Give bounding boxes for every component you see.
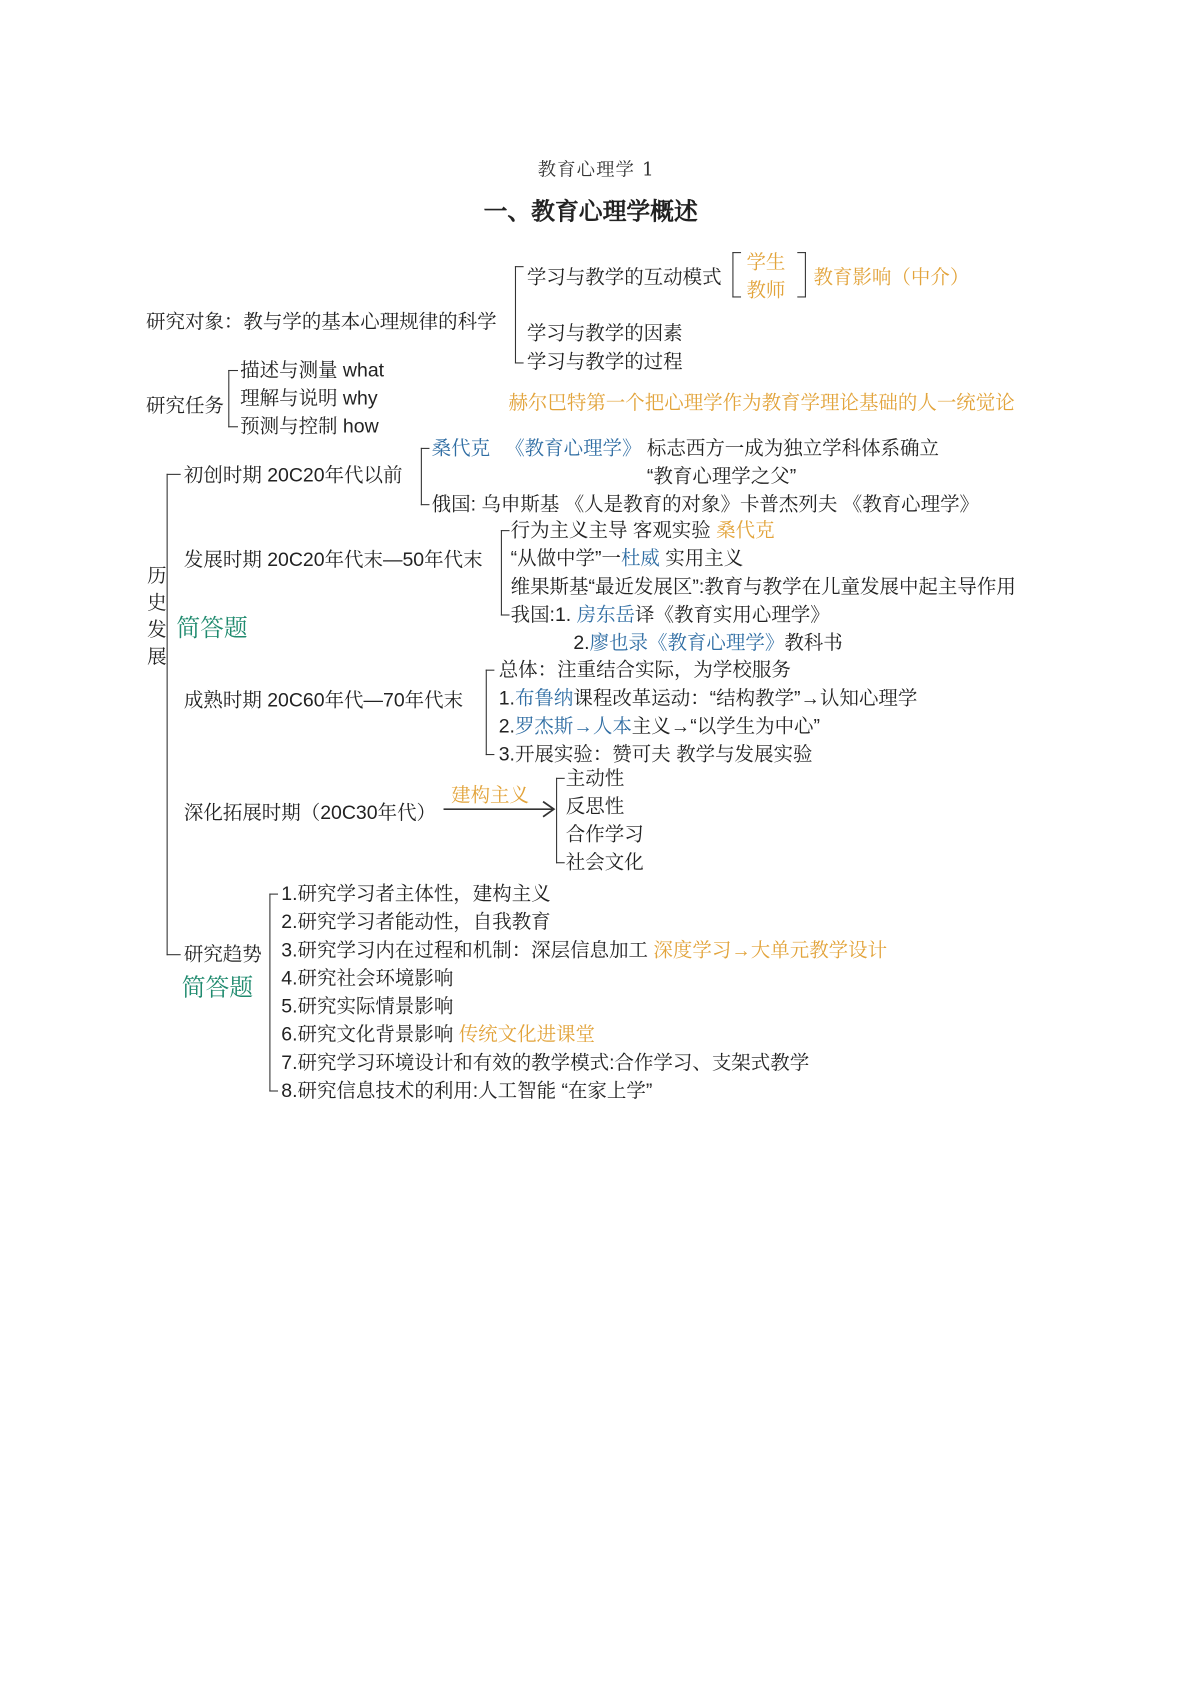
research-object-item: 学习与教学的互动模式 <box>526 266 722 288</box>
trend-text: 4.研究社会环境影响 <box>281 967 454 989</box>
development-line <box>511 518 775 542</box>
mature-line-text: 课程改革运动：“结构教学”→认知心理学 <box>573 686 918 709</box>
trend-item <box>281 1050 809 1074</box>
mature-line <box>499 714 820 738</box>
trend-item <box>281 1079 652 1103</box>
period-development-bracket <box>501 530 510 615</box>
development-person: 房东岳 <box>576 603 636 626</box>
development-line <box>511 546 744 570</box>
development-line <box>573 631 842 655</box>
mature-person: 罗杰斯→人本 <box>514 715 632 737</box>
mature-line-text: 主义→“以学生为中心” <box>631 715 821 737</box>
constructivism-label: 建构主义 <box>451 784 530 806</box>
mature-line: 3.开展实验：赞可夫 教学与发展实验 <box>498 743 813 765</box>
development-line-text: 译《教育实用心理学》 <box>635 603 830 626</box>
trend-item <box>281 994 453 1018</box>
history-label: 历史发展 <box>144 564 167 673</box>
history-bracket <box>167 474 181 955</box>
deepening-item: 主动性 <box>565 766 625 789</box>
arrow-right-icon <box>441 796 558 822</box>
period-trends-label: 研究趋势 <box>183 943 262 965</box>
research-object-item: 学习与教学的过程 <box>526 350 683 373</box>
thorndike-significance: 标志西方一成为独立学科体系确立 <box>646 437 940 459</box>
development-person: 廖也录《教育心理学》 <box>589 631 785 654</box>
trend-text: 8.研究信息技术的利用:人工智能 “在家上学” <box>281 1079 653 1102</box>
thorndike-name: 桑代克 <box>431 437 491 459</box>
research-tasks-label: 研究任务 <box>146 394 224 417</box>
trends-bracket <box>269 894 278 1092</box>
trend-item <box>281 1022 595 1046</box>
development-line-text: 我国:1. <box>510 603 577 626</box>
period-development-label: 发展时期 20C20年代末—50年代末 <box>183 548 483 571</box>
period-initial-label: 初创时期 20C20年代以前 <box>183 464 403 486</box>
trend-item <box>281 938 887 962</box>
trend-text: 1.研究学习者主体性，建构主义 <box>281 882 551 905</box>
interaction-teacher: 教师 <box>746 279 786 301</box>
deepening-item: 社会文化 <box>565 851 644 874</box>
development-line <box>511 603 830 627</box>
trend-text: 3.研究学习内在过程和机制：深层信息加工 <box>281 939 654 961</box>
interaction-mediator: 教育影响（中介） <box>813 266 970 288</box>
development-line-text: 实用主义 <box>659 547 744 570</box>
period-mature-label: 成熟时期 20C60年代—70年代末 <box>183 689 464 711</box>
mature-line: 总体：注重结合实际，为学校服务 <box>498 658 791 681</box>
period-mature-bracket <box>486 670 495 755</box>
deepening-item: 合作学习 <box>565 823 644 845</box>
research-object-label: 研究对象：教与学的基本心理规律的科学 <box>146 310 497 333</box>
herbart-note: 赫尔巴特第一个把心理学作为教育学理论基础的人一统觉论 <box>508 391 1015 414</box>
interaction-student: 学生 <box>746 250 786 273</box>
trend-item <box>281 882 550 906</box>
thorndike-title: “教育心理学之父” <box>646 465 797 487</box>
research-object-item: 学习与教学的因素 <box>526 322 683 345</box>
period-deepening-label: 深化拓展时期（20C30年代） <box>183 801 437 824</box>
mature-person: 布鲁纳 <box>514 686 574 709</box>
thorndike-book: 《教育心理学》 <box>505 437 642 459</box>
development-line: 维果斯基“最近发展区”:教育与教学在儿童发展中起主导作用 <box>510 575 1016 598</box>
development-line-text: 行为主义主导 客观实验 <box>510 519 717 541</box>
short-answer-badge: 简答题 <box>176 614 248 642</box>
trend-item <box>281 910 550 934</box>
interaction-left-bracket <box>732 252 741 297</box>
research-task-item: 描述与测量 what <box>240 359 385 381</box>
interaction-right-bracket <box>797 252 806 297</box>
trend-text: 7.研究学习环境设计和有效的教学模式:合作学习、支架式教学 <box>281 1051 810 1074</box>
research-task-item: 预测与控制 how <box>240 415 379 438</box>
section-heading: 一、教育心理学概述 <box>483 197 698 226</box>
document-title: 教育心理学 1 <box>537 159 655 181</box>
trend-highlight: 深度学习→大单元教学设计 <box>653 939 888 961</box>
development-line-text: 2. <box>573 631 590 654</box>
research-object-bracket <box>515 266 524 363</box>
trend-highlight: 传统文化进课堂 <box>458 1023 596 1046</box>
research-task-item: 理解与说明 why <box>240 387 378 409</box>
mature-line <box>499 686 918 710</box>
mature-line-text: 2. <box>498 715 515 737</box>
development-line-text: “从做中学”一 <box>510 547 621 570</box>
short-answer-badge: 简答题 <box>181 973 254 1001</box>
russia-line: 俄国: 乌申斯基 《人是教育的对象》卡普杰列夫 《教育心理学》 <box>431 493 980 515</box>
trend-text: 6.研究文化背景影响 <box>281 1023 459 1046</box>
trend-text: 5.研究实际情景影响 <box>281 995 454 1017</box>
trend-text: 2.研究学习者能动性，自我教育 <box>281 910 551 933</box>
research-tasks-bracket <box>228 370 238 427</box>
mature-line-text: 1. <box>498 686 515 709</box>
development-person: 桑代克 <box>716 519 775 541</box>
period-deepening-bracket <box>556 778 565 863</box>
development-line-text: 教科书 <box>784 631 843 654</box>
deepening-item: 反思性 <box>565 795 625 817</box>
development-person: 杜威 <box>620 547 660 570</box>
period-initial-bracket <box>421 448 430 505</box>
trend-item <box>281 966 453 990</box>
